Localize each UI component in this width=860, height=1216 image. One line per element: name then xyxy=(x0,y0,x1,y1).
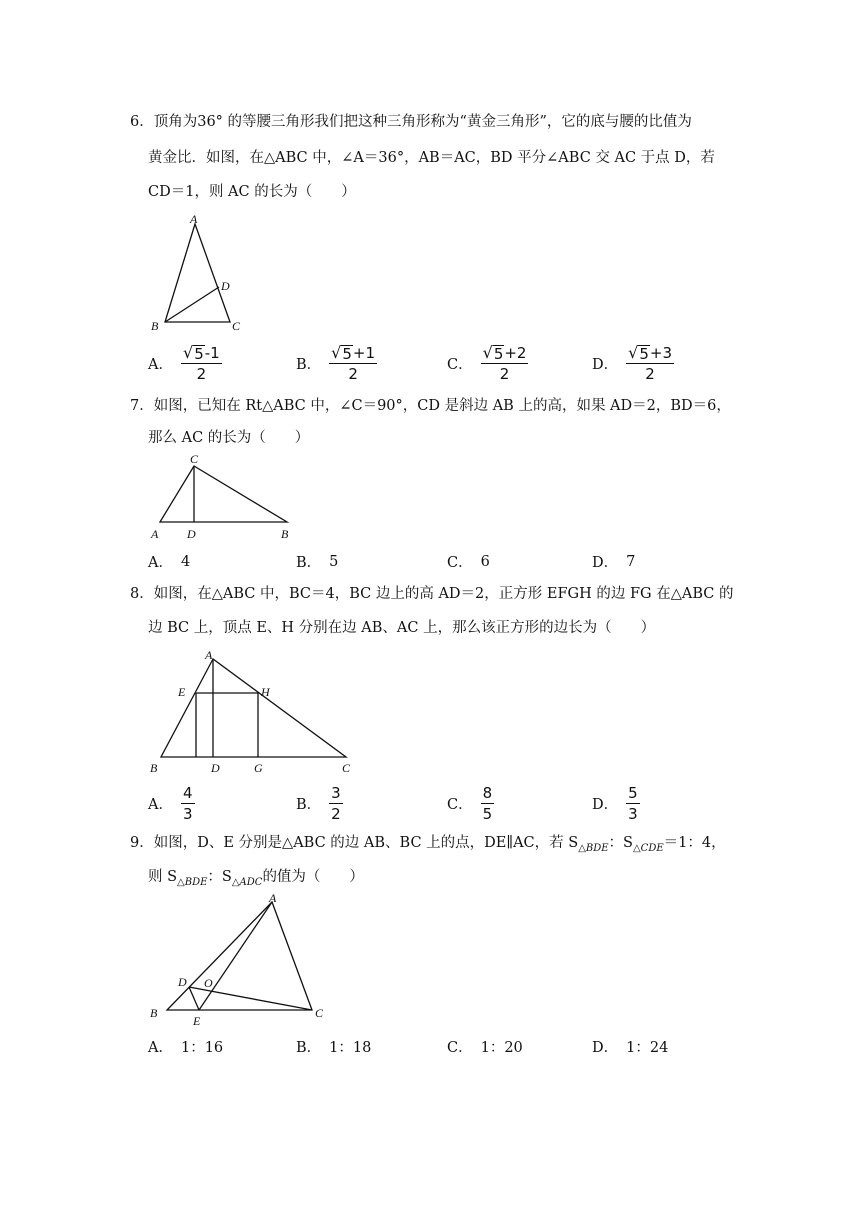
q8-option-b-fraction: $\frac{3}{2}$ xyxy=(331,784,341,823)
q8-line2: 边 BC 上，顶点 E、H 分别在边 AB、AC 上，那么该正方形的边长为（ ） xyxy=(148,620,656,636)
q8-option-d[interactable]: D． $\frac{5}{3}$ xyxy=(592,784,638,823)
q8-label-g: G xyxy=(254,761,263,775)
q6-option-c-label: C． xyxy=(447,357,473,373)
q6-label-a: A xyxy=(190,212,198,226)
q7-line1: 7．如图，已知在 Rt△ABC 中，∠C＝90°，CD 是斜边 AB 上的高，如果 AD＝2，BD＝6， xyxy=(130,398,731,414)
q6-option-b[interactable] xyxy=(296,344,377,383)
q9-line2: 则 $S_{\triangle BDE}$：$S_{\triangle ADC}$的值为（ ） xyxy=(148,869,364,888)
q8-line1: 8．如图，在△ABC 中，BC＝4，BC 边上的高 AD＝2，正方形 EFGH 的边 FG 在△ABC 的 xyxy=(130,586,734,602)
q8-label-c: C xyxy=(342,761,351,775)
q8-label-d: D xyxy=(211,761,220,775)
q9-label-c: C xyxy=(315,1006,324,1020)
q6-option-c-fraction: √ 5 +2 2 xyxy=(482,343,527,383)
q6-line1: 6．顶角为36° 的等腰三角形我们把这种三角形称为“黄金三角形”，它的底与腰的比值为 xyxy=(130,114,692,130)
q9-label-d: D xyxy=(178,975,187,989)
q6-option-a[interactable] xyxy=(148,344,222,383)
q9-label-b: B xyxy=(150,1006,158,1020)
q7-line2: 那么 AC 的长为（ ） xyxy=(148,430,310,446)
q7-label-a: A xyxy=(151,527,159,541)
q6-label-c: C xyxy=(232,319,241,333)
q6-option-a-fraction: √ 5 -1 2 xyxy=(182,343,220,383)
q6-line2: 黄金比．如图，在△ABC 中，∠A＝36°，AB＝AC，BD 平分∠ABC 交 AC 于点 D，若 xyxy=(148,150,715,166)
q9-line1: 9．如图，D、E 分别是△ABC 的边 AB、BC 上的点，DE∥AC，若 $S_{\triangle BDE}$：$S_{\triangle CDE}=1$：4， xyxy=(130,835,726,854)
q8-option-d-fraction: $\frac{5}{3}$ xyxy=(628,784,638,823)
q6-label-b: B xyxy=(151,319,159,333)
q6-option-b-fraction: √ 5 +1 2 xyxy=(331,343,376,383)
q8-label-e: E xyxy=(178,685,186,699)
q9-label-o: O xyxy=(204,976,213,990)
q8-option-a-fraction: $\frac{4}{3}$ xyxy=(182,784,193,823)
q8-option-c-fraction: $\frac{8}{5}$ xyxy=(482,784,493,823)
q8-option-c[interactable]: C． $\frac{8}{5}$ xyxy=(447,784,493,823)
q9-option-a[interactable]: A． 1：16 xyxy=(148,1040,224,1056)
q6-option-c[interactable] xyxy=(447,344,528,383)
q8-label-a: A xyxy=(205,648,213,662)
q7-option-a[interactable]: A． 4 xyxy=(148,553,191,571)
q6-option-d-label: D． xyxy=(592,357,619,373)
q9-option-d[interactable]: D． 1：24 xyxy=(592,1040,669,1056)
q8-label-b: B xyxy=(150,761,158,775)
q9-option-b[interactable]: B． 1：18 xyxy=(296,1040,372,1056)
q6-option-a-label: A． xyxy=(148,357,173,373)
q6-label-d: D xyxy=(221,279,230,293)
q6-option-b-label: B． xyxy=(296,357,322,373)
q7-figure xyxy=(140,452,310,544)
q6-option-d[interactable] xyxy=(592,344,674,383)
q9-label-a: A xyxy=(269,891,277,905)
q9-option-c[interactable]: C． 1：20 xyxy=(447,1040,523,1056)
q9-label-e: E xyxy=(193,1014,201,1028)
q8-option-a[interactable]: A． $\frac{4}{3}$ xyxy=(148,784,193,823)
q9-figure xyxy=(140,890,340,1030)
q7-option-b[interactable]: B． 5 xyxy=(296,553,339,571)
q8-label-h: H xyxy=(261,685,270,699)
q8-figure xyxy=(140,645,370,780)
q7-label-c: C xyxy=(190,452,199,466)
q6-figure xyxy=(140,210,260,340)
q8-option-b[interactable]: B． $\frac{3}{2}$ xyxy=(296,784,341,823)
q7-label-d: D xyxy=(187,527,196,541)
q7-option-c[interactable]: C． 6 xyxy=(447,553,490,571)
q6-line3: CD＝1，则 AC 的长为（ ） xyxy=(148,184,356,200)
q7-option-d[interactable]: D． 7 xyxy=(592,553,636,571)
q7-label-b: B xyxy=(281,527,289,541)
q6-option-d-fraction: √ 5 +3 2 xyxy=(628,343,673,383)
